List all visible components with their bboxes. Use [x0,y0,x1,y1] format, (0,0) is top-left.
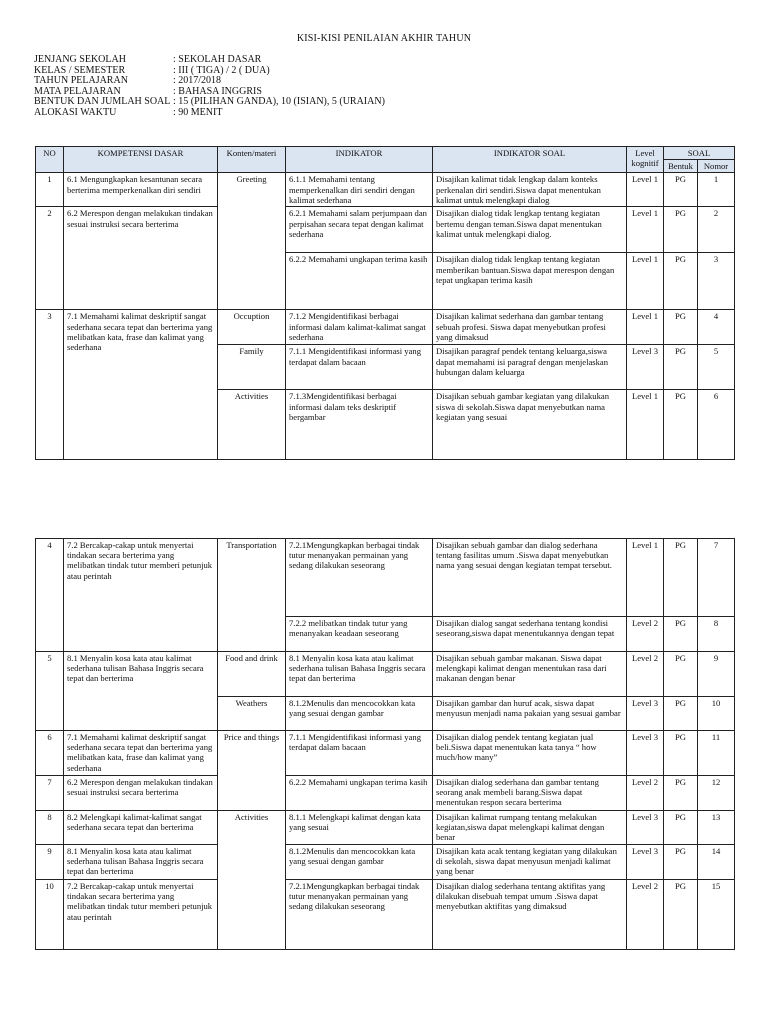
kisi-kisi-table-2 [35,538,735,950]
meta-label: KELAS / SEMESTER [34,64,126,76]
meta-label: TAHUN PELAJARAN [34,75,128,87]
cell-no: 10 [36,880,64,950]
header-konten-materi: Konten/materi [218,147,286,173]
cell-level: Level 1 [627,539,664,617]
cell-bentuk: PG [664,776,698,811]
cell-materi: Weathers [218,697,286,731]
document-meta [34,55,385,119]
cell-indikator-soal: Disajikan sebuah gambar makanan. Siswa dapat melengkapi kalimat dengan menentukan rasa dari makanan dengan benar [433,652,627,697]
meta-label: BENTUK DAN JUMLAH SOAL [34,96,171,108]
cell-indikator: 7.1.1 Mengidentifikasi informasi yang terdapat dalam bacaan [286,731,433,776]
document-title: KISI-KISI PENILAIAN AKHIR TAHUN [296,33,472,44]
cell-nomor: 6 [698,390,735,460]
cell-bentuk: PG [664,173,698,207]
meta-value: : III ( TIGA) / 2 ( DUA) [173,64,270,76]
cell-no: 3 [36,310,64,460]
cell-indikator-soal: Disajikan dialog sederhana dan gambar tentang seorang anak membeli barang.Siswa dapat menentukan respon secara berterima [433,776,627,811]
cell-materi: Family [218,345,286,390]
cell-indikator-soal: Disajikan paragraf pendek tentang keluarga,siswa dapat memahami isi paragraf dengan menjelaskan hubungan dalam keluarga [433,345,627,390]
meta-label: JENJANG SEKOLAH [34,54,126,65]
cell-nomor: 1 [698,173,735,207]
cell-no: 7 [36,776,64,811]
cell-materi: Food and drink [218,652,286,697]
cell-bentuk: PG [664,539,698,617]
cell-indikator: 7.2.1Mengungkapkan berbagai tindak tutur menanyakan permainan yang sedang dilakukan seseorang [286,880,433,950]
cell-level: Level 1 [627,310,664,345]
table-row [36,652,735,697]
cell-level: Level 1 [627,253,664,310]
cell-indikator: 6.1.1 Memahami tentang memperkenalkan diri sendiri dengan kalimat sederhana [286,173,433,207]
cell-materi: Activities [218,811,286,950]
cell-level: Level 3 [627,731,664,776]
cell-indikator: 8.1.2Menulis dan mencocokkan kata yang sesuai dengan gambar [286,697,433,731]
header-no: NO [36,147,64,173]
cell-nomor: 7 [698,539,735,617]
cell-materi: Price and things [218,731,286,811]
cell-indikator-soal: Disajikan kalimat tidak lengkap dalam konteks perkenalan diri sendiri.Siswa dapat menentukan kalimat untuk melengkapi dialog [433,173,627,207]
cell-bentuk: PG [664,697,698,731]
cell-kompetensi: 8.1 Menyalin kosa kata atau kalimat sederhana tulisan Bahasa Inggris secara tepat dan berterima [64,845,218,880]
cell-materi: Occuption [218,310,286,345]
cell-kompetensi: 8.2 Melengkapi kalimat-kalimat sangat sederhana secara tepat dan berterima [64,811,218,845]
cell-bentuk: PG [664,652,698,697]
cell-kompetensi: 6.2 Merespon dengan melakukan tindakan sesuai instruksi secara berterima [64,776,218,811]
cell-indikator: 7.1.1 Mengidentifikasi informasi yang terdapat dalam bacaan [286,345,433,390]
cell-indikator: 6.2.1 Memahami salam perjumpaan dan perpisahan secara tepat dengan kalimat sederhana [286,207,433,253]
cell-nomor: 11 [698,731,735,776]
cell-no: 2 [36,207,64,310]
cell-indikator-soal: Disajikan sebuah gambar kegiatan yang dilakukan siswa di sekolah.Siswa dapat menyebutkan nama kegiatan yang sesuai [433,390,627,460]
meta-value: : 15 (PILIHAN GANDA), 10 (ISIAN), 5 (URAIAN) [173,96,385,108]
cell-bentuk: PG [664,390,698,460]
cell-materi: Activities [218,390,286,460]
cell-indikator-soal: Disajikan kalimat rumpang tentang melakukan kegiatan,siswa dapat melengkapi kalimat dengan benar [433,811,627,845]
meta-label: ALOKASI WAKTU [34,106,117,118]
cell-indikator: 8.1.1 Melengkapi kalimat dengan kata yang sesuai [286,811,433,845]
meta-value: : 90 MENIT [173,106,223,118]
cell-kompetensi: 7.2 Bercakap-cakap untuk menyertai tindakan secara berterima yang melibatkan tindak tutur memberi petunjuk atau perintah [64,539,218,652]
cell-no: 6 [36,731,64,776]
cell-nomor: 3 [698,253,735,310]
cell-kompetensi: 6.1 Mengungkapkan kesantunan secara berterima memperkenalkan diri sendiri [64,173,218,207]
cell-level: Level 3 [627,811,664,845]
cell-bentuk: PG [664,207,698,253]
header-level-kognitif: Level kognitif [627,147,664,173]
cell-bentuk: PG [664,617,698,652]
cell-nomor: 2 [698,207,735,253]
cell-indikator-soal: Disajikan sebuah gambar dan dialog sederhana tentang fasilitas umum .Siswa dapat menyebutkan nama yang sesuai dengan kegiatan tempat tersebut. [433,539,627,617]
meta-row-jenjang [34,55,385,66]
cell-level: Level 2 [627,652,664,697]
cell-indikator-soal: Disajikan gambar dan huruf acak, siswa dapat menyusun menjadi nama pakaian yang sesuai gambar [433,697,627,731]
meta-row-alokasi [34,108,385,119]
table-row [36,811,735,845]
table-row [36,207,735,253]
header-nomor: Nomor [698,160,735,173]
cell-level: Level 2 [627,776,664,811]
cell-indikator: 8.1 Menyalin kosa kata atau kalimat sederhana tulisan Bahasa Inggris secara tepat dan berterima [286,652,433,697]
cell-level: Level 3 [627,697,664,731]
cell-level: Level 2 [627,617,664,652]
cell-indikator: 8.1.2Menulis dan mencocokkan kata yang sesuai dengan gambar [286,845,433,880]
meta-value: : BAHASA INGGRIS [173,85,262,97]
table-row [36,539,735,617]
cell-kompetensi: 6.2 Merespon dengan melakukan tindakan sesuai instruksi secara berterima [64,207,218,310]
cell-indikator: 7.1.2 Mengidentifikasi berbagai informasi dalam kalimat-kalimat sangat sederhana [286,310,433,345]
cell-nomor: 5 [698,345,735,390]
cell-materi: Greeting [218,173,286,310]
cell-kompetensi: 7.1 Memahami kalimat deskriptif sangat sederhana secara tepat dan berterima yang melibatkan kata, frase dan kalimat yang sederhana [64,310,218,460]
meta-label: MATA PELAJARAN [34,85,121,97]
cell-nomor: 13 [698,811,735,845]
cell-level: Level 1 [627,173,664,207]
kisi-kisi-table-1 [35,146,735,460]
cell-level: Level 1 [627,390,664,460]
cell-nomor: 14 [698,845,735,880]
cell-indikator: 7.1.3Mengidentifikasi berbagai informasi dalam teks deskriptif bergambar [286,390,433,460]
cell-bentuk: PG [664,253,698,310]
cell-indikator-soal: Disajikan dialog sangat sederhana tentang kondisi seseorang,siswa dapat menentukannya dengan tepat [433,617,627,652]
cell-level: Level 3 [627,345,664,390]
cell-bentuk: PG [664,880,698,950]
meta-value: : 2017/2018 [173,75,222,87]
header-bentuk: Bentuk [664,160,698,173]
cell-indikator-soal: Disajikan dialog sederhana tentang aktifitas yang dilakukan disebuah tempat umum .Siswa dapat menyebutkan aktifitas yang dimaksud [433,880,627,950]
cell-nomor: 4 [698,310,735,345]
cell-indikator: 7.2.1Mengungkapkan berbagai tindak tutur menanyakan permainan yang sedang dilakukan seseorang [286,539,433,617]
cell-indikator-soal: Disajikan dialog tidak lengkap tentang kegiatan memberikan bantuan.Siswa dapat merespon dengan tepat ungkapan terima kasih [433,253,627,310]
cell-nomor: 10 [698,697,735,731]
cell-nomor: 12 [698,776,735,811]
cell-indikator: 6.2.2 Memahami ungkapan terima kasih [286,776,433,811]
meta-value: : SEKOLAH DASAR [173,54,262,65]
cell-nomor: 8 [698,617,735,652]
cell-bentuk: PG [664,811,698,845]
table-row [36,880,735,950]
header-indikator: INDIKATOR [286,147,433,173]
cell-materi: Transportation [218,539,286,652]
cell-nomor: 15 [698,880,735,950]
cell-indikator-soal: Disajikan dialog tidak lengkap tentang kegiatan bertemu dengan teman.Siswa dapat menentukan kalimat untuk melengkapi dialog. [433,207,627,253]
header-indikator-soal: INDIKATOR SOAL [433,147,627,173]
cell-bentuk: PG [664,731,698,776]
header-soal: SOAL [664,147,735,160]
cell-kompetensi: 8.1 Menyalin kosa kata atau kalimat sederhana tulisan Bahasa Inggris secara tepat dan berterima [64,652,218,731]
header-kompetensi-dasar: KOMPETENSI DASAR [64,147,218,173]
table-row [36,173,735,207]
cell-no: 4 [36,539,64,652]
table-row [36,310,735,345]
cell-bentuk: PG [664,310,698,345]
cell-indikator: 7.2.2 melibatkan tindak tutur yang menanyakan keadaan seseorang [286,617,433,652]
cell-no: 8 [36,811,64,845]
cell-no: 5 [36,652,64,731]
cell-kompetensi: 7.2 Bercakap-cakap untuk menyertai tindakan secara berterima yang melibatkan tindak tutur memberi petunjuk atau perintah [64,880,218,950]
cell-bentuk: PG [664,345,698,390]
cell-bentuk: PG [664,845,698,880]
cell-level: Level 1 [627,207,664,253]
cell-indikator-soal: Disajikan dialog pendek tentang kegiatan jual beli.Siswa dapat menentukan kata tanya “ how much/how many” [433,731,627,776]
cell-no: 1 [36,173,64,207]
table-row [36,845,735,880]
cell-indikator-soal: Disajikan kata acak tentang kegiatan yang dilakukan di sekolah, siswa dapat menyusun menjadi kalimat yang benar [433,845,627,880]
table-row [36,776,735,811]
cell-level: Level 3 [627,845,664,880]
cell-level: Level 2 [627,880,664,950]
cell-nomor: 9 [698,652,735,697]
cell-indikator: 6.2.2 Memahami ungkapan terima kasih [286,253,433,310]
cell-kompetensi: 7.1 Memahami kalimat deskriptif sangat sederhana secara tepat dan berterima yang melibatkan kata, frase dan kalimat yang sederhana [64,731,218,776]
cell-indikator-soal: Disajikan kalimat sederhana dan gambar tentang sebuah profesi. Siswa dapat menyebutkan profesi yang dimaksud [433,310,627,345]
cell-no: 9 [36,845,64,880]
table-row [36,731,735,776]
